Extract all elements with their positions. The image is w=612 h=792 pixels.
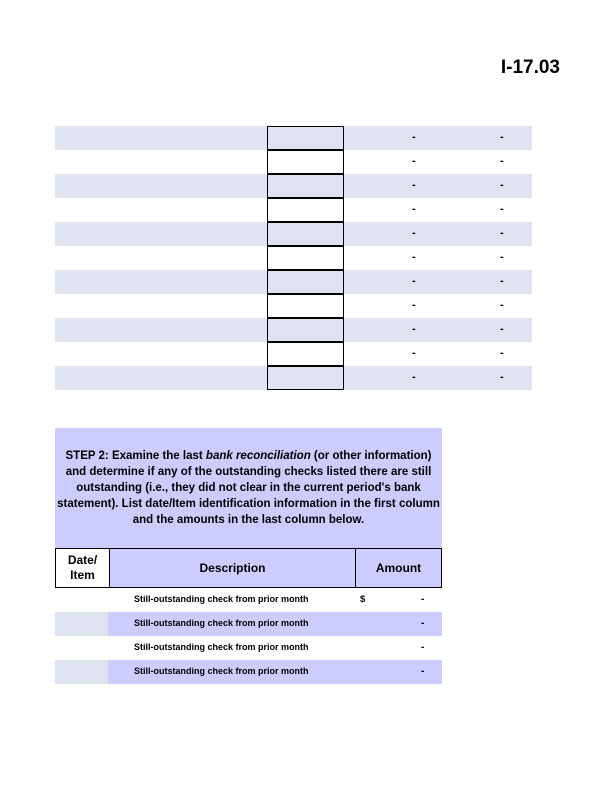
date-cell[interactable] xyxy=(55,660,108,684)
ledger-table xyxy=(55,126,532,390)
ledger-value: - xyxy=(500,179,504,191)
ledger-row xyxy=(55,222,532,246)
ledger-value: - xyxy=(412,275,416,287)
ledger-value: - xyxy=(500,203,504,215)
date-cell[interactable] xyxy=(55,588,108,612)
step2-emphasis: bank reconciliation xyxy=(205,450,311,462)
ledger-value: - xyxy=(500,155,504,167)
entry-box[interactable] xyxy=(267,294,344,318)
check-amount: - xyxy=(421,666,425,677)
check-row xyxy=(55,636,442,660)
ledger-value: - xyxy=(412,227,416,239)
entry-box[interactable] xyxy=(267,270,344,294)
entry-box[interactable] xyxy=(267,174,344,198)
check-description: Still-outstanding check from prior month xyxy=(134,666,309,676)
step2-lead: STEP 2: Examine the last xyxy=(65,450,206,462)
entry-box[interactable] xyxy=(267,198,344,222)
ledger-row xyxy=(55,198,532,222)
date-cell[interactable] xyxy=(55,612,108,636)
ledger-row xyxy=(55,294,532,318)
ledger-value: - xyxy=(412,179,416,191)
ledger-value: - xyxy=(500,275,504,287)
check-description: Still-outstanding check from prior month xyxy=(134,618,309,628)
ledger-value: - xyxy=(412,251,416,263)
ledger-value: - xyxy=(412,203,416,215)
check-amount: - xyxy=(421,642,425,653)
ledger-value: - xyxy=(412,323,416,335)
description-header: Description xyxy=(110,549,356,587)
currency-symbol: $ xyxy=(360,594,366,605)
ledger-row xyxy=(55,174,532,198)
ledger-value: - xyxy=(500,347,504,359)
entry-box[interactable] xyxy=(267,246,344,270)
step2-instructions xyxy=(55,428,442,548)
entry-box[interactable] xyxy=(267,342,344,366)
ledger-value: - xyxy=(412,131,416,143)
ledger-value: - xyxy=(412,347,416,359)
date-item-header: Date/ Item xyxy=(56,549,110,587)
ledger-row xyxy=(55,150,532,174)
document-id: I-17.03 xyxy=(500,57,560,78)
date-cell[interactable] xyxy=(55,636,108,660)
ledger-row xyxy=(55,342,532,366)
ledger-value: - xyxy=(412,299,416,311)
ledger-value: - xyxy=(500,251,504,263)
check-row xyxy=(55,588,442,612)
check-description: Still-outstanding check from prior month xyxy=(134,642,309,652)
ledger-value: - xyxy=(500,131,504,143)
ledger-row xyxy=(55,246,532,270)
ledger-row xyxy=(55,318,532,342)
entry-box[interactable] xyxy=(267,222,344,246)
step2-rest: (or other information) and determine if any of the outstanding checks listed there are still outstanding (i.e., they did not clear in the current period's bank statement). List date/Item identification information in the first column and the amounts in the last column below. xyxy=(57,450,440,526)
check-table-header xyxy=(55,548,442,588)
entry-box[interactable] xyxy=(267,318,344,342)
check-row xyxy=(55,612,442,636)
ledger-value: - xyxy=(412,371,416,383)
amount-header: Amount xyxy=(356,549,441,587)
check-row xyxy=(55,660,442,684)
ledger-value: - xyxy=(500,323,504,335)
ledger-row xyxy=(55,126,532,150)
check-amount: - xyxy=(421,618,425,629)
entry-box[interactable] xyxy=(267,150,344,174)
entry-box[interactable] xyxy=(267,126,344,150)
ledger-value: - xyxy=(500,299,504,311)
check-amount: - xyxy=(421,594,425,605)
ledger-value: - xyxy=(500,227,504,239)
ledger-row xyxy=(55,270,532,294)
entry-box[interactable] xyxy=(267,366,344,390)
ledger-value: - xyxy=(500,371,504,383)
check-description: Still-outstanding check from prior month xyxy=(134,594,309,604)
ledger-value: - xyxy=(412,155,416,167)
ledger-row xyxy=(55,366,532,390)
